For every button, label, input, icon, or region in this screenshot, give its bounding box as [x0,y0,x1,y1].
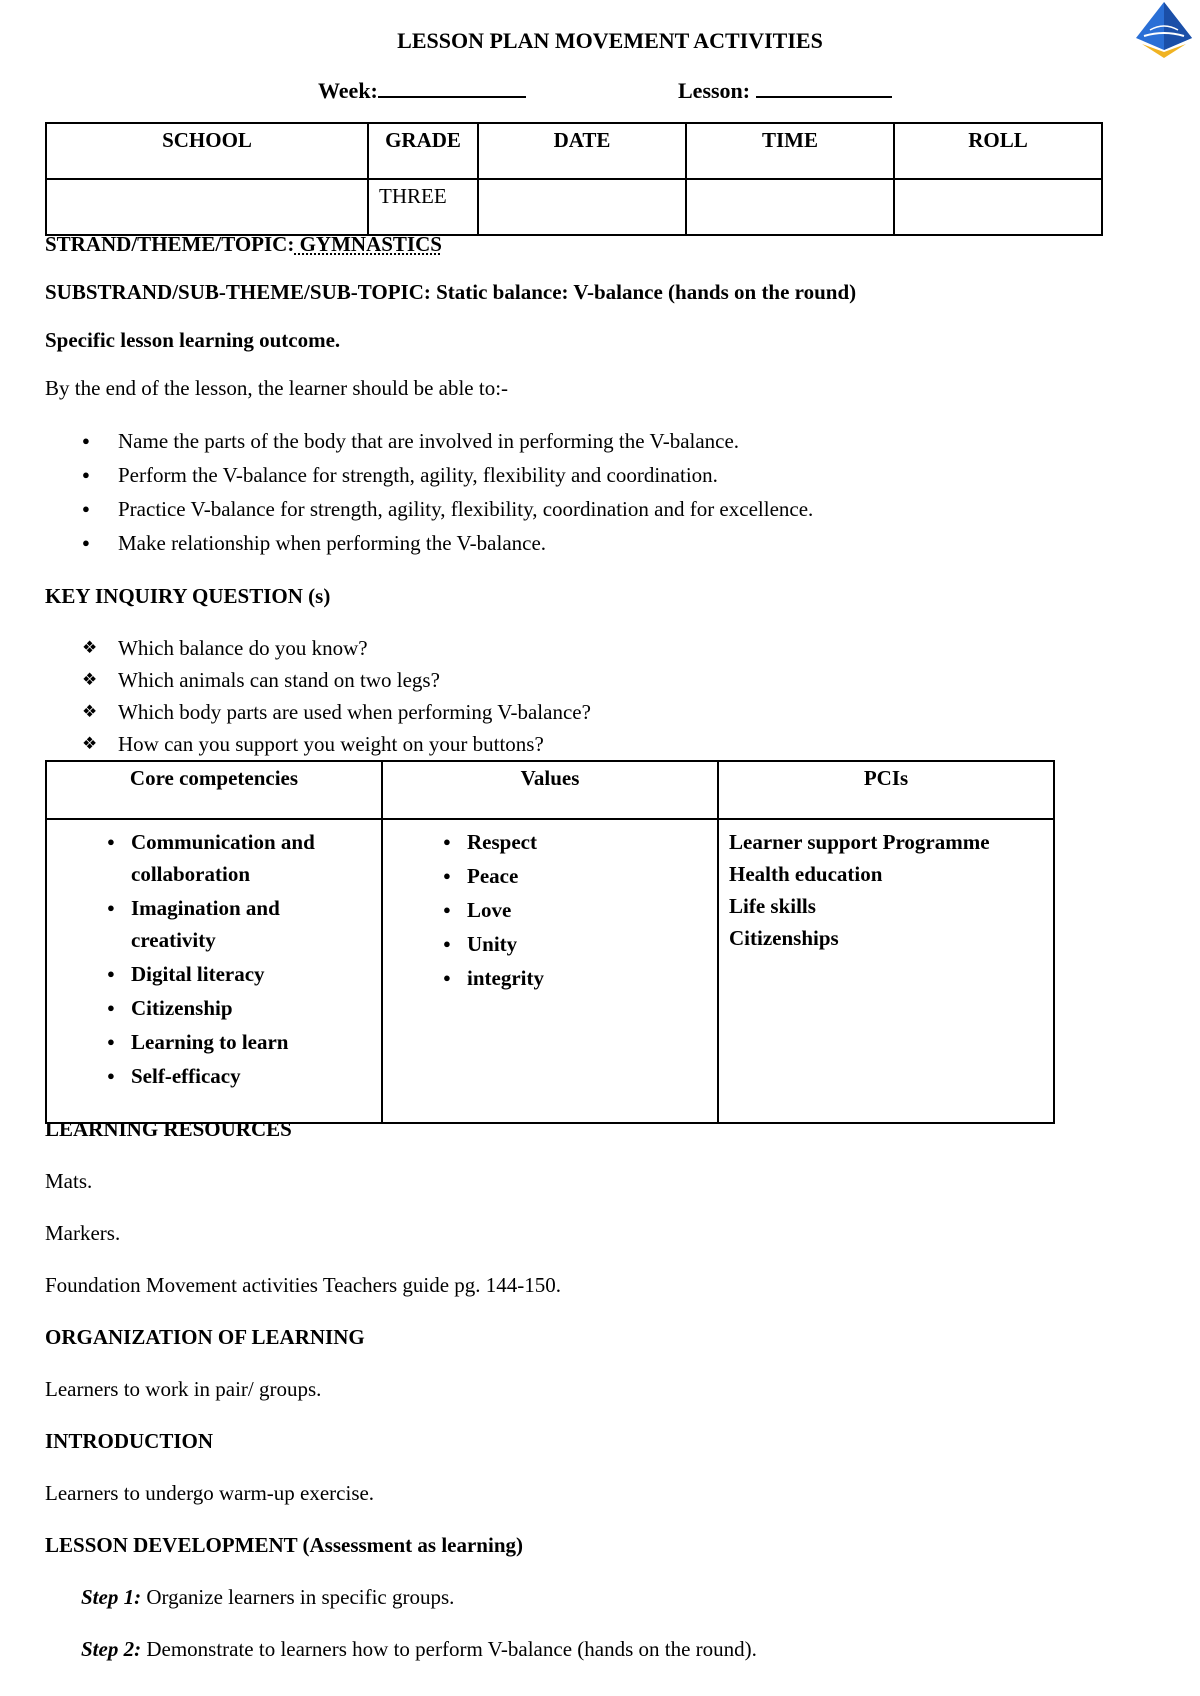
list-item: ● Learning to learn [95,1026,351,1058]
header-table-row [46,123,1102,179]
header-table-row [46,179,1102,235]
core-competencies-header: Core competencies [46,761,382,819]
list-item: ● Perform the V-balance for strength, agility, flexibility and coordination. [82,463,813,497]
lesson-label: Lesson: [678,78,751,103]
pcis-cell [718,819,1054,1123]
list-item: Life skills [729,894,816,918]
list-item: ❖ Which animals can stand on two legs? [82,668,591,700]
resource-item: Mats. [45,1169,93,1193]
header-roll: ROLL [894,123,1102,179]
list-item: ❖ Which body parts are used when performing V-balance? [82,700,591,732]
development-heading: LESSON DEVELOPMENT (Assessment as learning) [45,1533,523,1557]
list-item: ● Imagination and creativity [95,892,351,956]
table-row [46,819,1054,1123]
list-item: ● Love [431,894,717,926]
list-item: ● Self-efficacy [95,1060,351,1092]
organization-text: Learners to work in pair/ groups. [45,1377,322,1401]
list-item: Citizenships [729,926,839,950]
header-time: TIME [686,123,894,179]
week-blank[interactable] [378,76,526,98]
list-item: ● Make relationship when performing the V-balance. [82,531,813,565]
pcis-header: PCIs [718,761,1054,819]
core-competencies-cell [46,819,382,1123]
header-school: SCHOOL [46,123,368,179]
lesson-blank[interactable] [756,76,892,98]
list-item: ❖ How can you support you weight on your buttons? [82,732,591,764]
resource-item: Markers. [45,1221,121,1245]
list-item: Learner support Programme [729,830,990,854]
list-item: ● Peace [431,860,717,892]
list-item: ❖ Which balance do you know? [82,636,591,668]
grade-value[interactable]: THREE [368,179,478,235]
list-item: ● Communication and collaboration [95,826,351,890]
strand-line [45,232,442,257]
step-1 [81,1585,454,1610]
lesson-field [678,76,892,104]
list-item: ● Practice V-balance for strength, agility, flexibility, coordination and for excellence. [82,497,813,531]
values-cell [382,819,718,1123]
resources-heading: LEARNING RESOURCES [45,1117,292,1141]
step-label: Step 1: [81,1585,142,1609]
competency-table [45,760,1055,1124]
outcome-intro: By the end of the lesson, the learner should be able to:- [45,376,509,400]
time-value[interactable] [686,179,894,235]
values-list [383,826,717,994]
pcis-list [719,826,1053,954]
header-date: DATE [478,123,686,179]
list-item: Health education [729,862,883,886]
list-item: ● Digital literacy [95,958,351,990]
roll-value[interactable] [894,179,1102,235]
core-competencies-list [47,826,381,1092]
list-item: ● Respect [431,826,717,858]
header-grade: GRADE [368,123,478,179]
substrand-line: SUBSTRAND/SUB-THEME/SUB-TOPIC: Static balance: V-balance (hands on the round) [45,280,857,304]
list-item: ● Unity [431,928,717,960]
strand-value: GYMNASTICS [294,232,442,256]
step-2 [81,1637,757,1662]
list-item: ● Name the parts of the body that are involved in performing the V-balance. [82,429,813,463]
school-value[interactable] [46,179,368,235]
outcome-list [82,429,813,565]
resource-item: Foundation Movement activities Teachers guide pg. 144-150. [45,1273,562,1297]
list-item: ● integrity [431,962,717,994]
step-label: Step 2: [81,1637,142,1661]
outcome-heading: Specific lesson learning outcome. [45,328,341,352]
week-field [318,76,526,104]
introduction-text: Learners to undergo warm-up exercise. [45,1481,375,1505]
week-label: Week: [318,78,378,103]
values-header: Values [382,761,718,819]
step-text: Demonstrate to learners how to perform V-balance (hands on the round). [141,1637,757,1661]
inquiry-list [82,636,591,764]
list-item: ● Citizenship [95,992,351,1024]
date-value[interactable] [478,179,686,235]
inquiry-heading: KEY INQUIRY QUESTION (s) [45,584,331,608]
header-table [45,122,1103,236]
table-row [46,761,1054,819]
page-title: LESSON PLAN MOVEMENT ACTIVITIES [397,28,823,53]
organization-heading: ORGANIZATION OF LEARNING [45,1325,365,1349]
strand-label: STRAND/THEME/TOPIC: [45,232,295,256]
step-text: Organize learners in specific groups. [141,1585,455,1609]
introduction-heading: INTRODUCTION [45,1429,214,1453]
